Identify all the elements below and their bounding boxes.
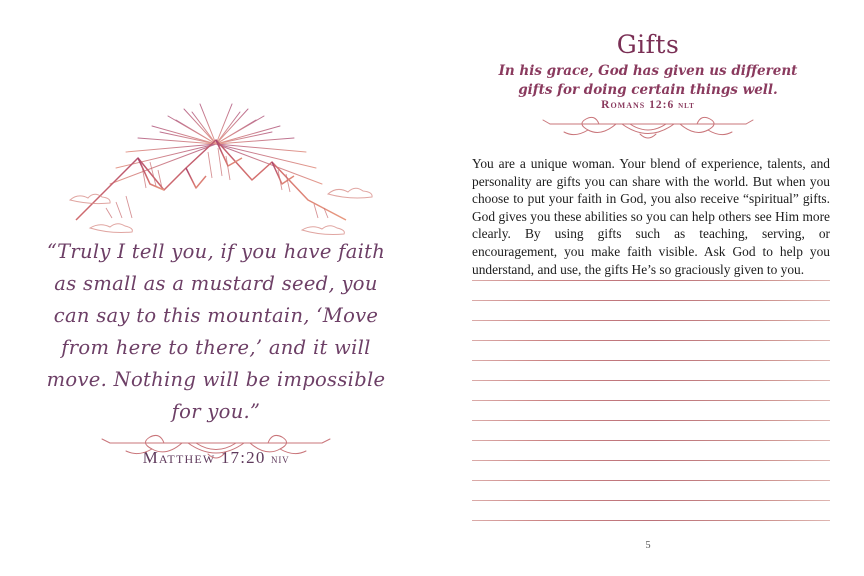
page-number: 5	[645, 540, 651, 551]
writing-line	[472, 480, 830, 481]
verse-reference-text: Matthew 17:20	[142, 448, 266, 467]
ornamental-divider-icon	[96, 430, 336, 476]
epigraph-version: nlt	[678, 100, 695, 111]
epigraph-reference	[488, 99, 808, 111]
writing-line	[472, 320, 830, 321]
right-page	[432, 0, 864, 576]
verse-text: “Truly I tell you, if you have faith as small as a mustard seed, you can say to this mountain, ‘Move from here to there,’ and it will move. Nothing will be impossible for you.”	[46, 240, 386, 423]
writing-line	[472, 360, 830, 361]
writing-line	[472, 460, 830, 461]
writing-line	[472, 380, 830, 381]
ornamental-divider-icon	[538, 112, 758, 152]
writing-line	[472, 340, 830, 341]
writing-line	[472, 400, 830, 401]
page-title: Gifts	[616, 30, 680, 59]
writing-line	[472, 500, 830, 501]
epigraph-reference-text: Romans 12:6	[601, 99, 675, 111]
writing-line	[472, 300, 830, 301]
mountain-sunburst-illustration	[0, 96, 432, 246]
verse-version: niv	[271, 451, 290, 466]
epigraph-text: In his grace, God has given us different gifts for doing certain things well.	[498, 63, 798, 98]
writing-line	[472, 520, 830, 521]
devotion-body-text: You are a unique woman. Your blend of experience, talents, and personality are gifts you can share with the world. But when you choose to put your faith in God, you also receive “spiritual” gifts. God gives you these abilities so you can help others see Him more clearly. By using gifts such as teaching, serving, or encouragement, you make faith visible. Ask God to help you understand, and use, the gifts He’s so graciously given to you.	[472, 156, 830, 277]
writing-line	[472, 420, 830, 421]
writing-lines	[472, 280, 830, 540]
writing-line	[472, 280, 830, 281]
writing-line	[472, 440, 830, 441]
